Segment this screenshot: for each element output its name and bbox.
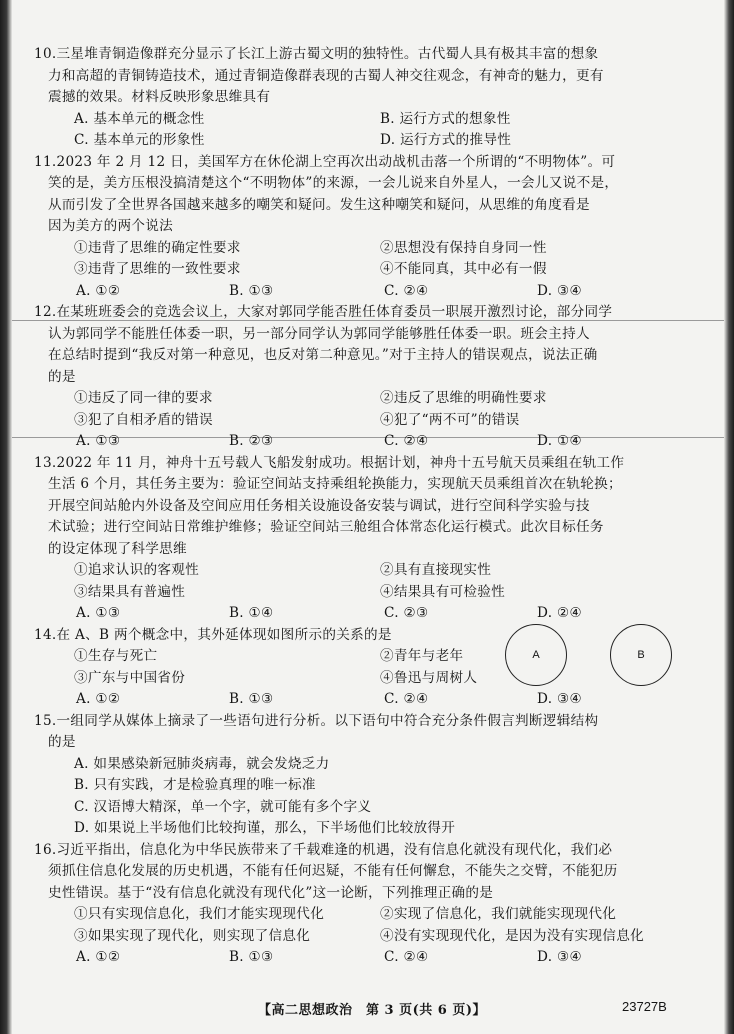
statements-row	[34, 926, 706, 948]
statement-item: ②实现了信息化，我们就能实现现代化	[380, 906, 617, 922]
question-stem-line: 的是	[48, 368, 76, 385]
statement-item: ①追求认识的客观性	[74, 562, 200, 578]
question-stem-line: 认为郭同学不能胜任体委一职，另一部分同学认为郭同学能够胜任体委一职。班会主持人	[48, 325, 590, 342]
circle-b-label: B	[637, 649, 645, 661]
answer-option[interactable]: D. ①④	[537, 433, 582, 449]
answer-option[interactable]: B. ②③	[229, 433, 274, 449]
answer-option[interactable]: B. ①③	[229, 282, 274, 299]
statements-row	[34, 388, 706, 410]
answers-row	[34, 947, 706, 969]
statement-item: ③犯了自相矛盾的错误	[74, 411, 213, 428]
question-11	[34, 152, 706, 303]
statement-item: ①只有实现信息化，我们才能实现现代化	[74, 906, 325, 922]
statements-row	[34, 410, 706, 432]
statements-row	[34, 238, 706, 260]
answer-option[interactable]: A. 基本单元的概念性	[74, 110, 205, 127]
answer-option[interactable]: C. ②③	[384, 605, 429, 621]
venn-diagram	[505, 624, 695, 694]
question-10	[34, 44, 706, 152]
statements-row	[34, 582, 706, 604]
statement-item: ③结果具有普遍性	[74, 583, 186, 600]
statement-item: ④没有实现现代化，是因为没有实现信息化	[380, 927, 644, 944]
answer-option[interactable]: B. 运行方式的想象性	[380, 110, 511, 127]
answer-option[interactable]: A. ①②	[76, 282, 121, 299]
question-stem-line: 15.一组同学从媒体上摘录了一些语句进行分析。以下语句中符合充分条件假言判断逻辑结构	[34, 712, 599, 729]
options-row	[34, 109, 706, 131]
question-stem-line: 须抓住信息化发展的历史机遇，不能有任何迟疑，不能有任何懈怠，不能失之交臂，不能犯历	[48, 863, 618, 879]
answer-option[interactable]: A. ①②	[76, 949, 121, 965]
statement-item: ②违反了思维的明确性要求	[380, 390, 547, 406]
question-stem-line: 因为美方的两个说法	[48, 218, 174, 234]
footer-page-info: 【高二思想政治 第 3 页(共 6 页)】	[258, 1003, 486, 1018]
scan-edge-right	[724, 0, 734, 1034]
scan-edge-left	[0, 0, 12, 1034]
answers-row	[34, 281, 706, 303]
statement-item: ④鲁迅与周树人	[380, 669, 478, 686]
question-stem-line: 的是	[48, 734, 76, 750]
question-stem-line: 术试验；进行空间站日常维护维修；验证空间站三舱组合体常态化运行模式。此次目标任务	[48, 519, 604, 535]
answer-option[interactable]: D. ③④	[537, 949, 582, 965]
question-stem-line: 从而引发了全世界各国越来越多的嘲笑和疑问。发生这种嘲笑和疑问，从思维的角度看是	[48, 196, 590, 213]
answer-option[interactable]: C. 汉语博大精深，单一个字，就可能有多个字义	[74, 798, 372, 815]
answers-row	[34, 431, 706, 453]
question-stem-line: 12.在某班班委会的竞选会议上，大家对郭同学能否胜任体育委员一职展开激烈讨论，部分同学	[34, 304, 613, 320]
question-stem-line: 14.在 A、B 两个概念中，其外延体现如图所示的关系的是	[34, 626, 392, 643]
statement-item: ③广东与中国省份	[74, 669, 186, 686]
answer-option[interactable]: C. ②④	[384, 691, 429, 707]
answer-option[interactable]: C. ②④	[384, 433, 429, 449]
answer-option[interactable]: A. ①③	[76, 433, 121, 449]
question-content	[34, 44, 706, 969]
question-stem-line: 史性错误。基于“没有信息化就没有现代化”这一论断，下列推理正确的是	[48, 884, 494, 901]
statement-item: ④犯了“两不可”的错误	[380, 411, 520, 428]
statement-item: ②青年与老年	[380, 648, 464, 664]
question-15	[34, 711, 706, 840]
statements-row	[34, 560, 706, 582]
answer-option[interactable]: B. 只有实践，才是检验真理的唯一标准	[74, 777, 316, 793]
answer-option[interactable]: D. ③④	[537, 282, 582, 299]
question-13	[34, 453, 706, 625]
statement-item: ①生存与死亡	[74, 648, 158, 664]
question-12	[34, 302, 706, 453]
answer-option[interactable]: D. ②④	[537, 605, 582, 621]
circle-b	[610, 624, 672, 686]
answer-option[interactable]: A. 如果感染新冠肺炎病毒，就会发烧乏力	[74, 755, 330, 772]
statement-item: ④结果具有可检验性	[380, 583, 506, 600]
question-stem-line: 生活 6 个月，其任务主要为：验证空间站支持乘组轮换能力，实现航天员乘组首次在轨轮换；	[48, 476, 622, 492]
question-16	[34, 840, 706, 969]
question-stem-line: 的设定体现了科学思维	[48, 540, 187, 557]
circle-a-label: A	[532, 649, 540, 661]
question-stem-line: 笑的是，美方压根没搞清楚这个“不明物体”的来源，一会儿说来自外星人，一会儿又说不是，	[48, 175, 619, 191]
question-stem-line: 在总结时提到“我反对第一种意见，也反对第二种意见。”对于主持人的错误观点，说法正确	[48, 347, 598, 363]
question-stem-line: 10.三星堆青铜造像群充分显示了长江上游古蜀文明的独特性。古代蜀人具有极其丰富的想象	[34, 46, 599, 62]
statement-item: ③违背了思维的一致性要求	[74, 261, 241, 277]
answer-option[interactable]: C. ②④	[384, 282, 429, 299]
statement-item: ③如果实现了现代化，则实现了信息化	[74, 927, 311, 944]
answer-option[interactable]: D. ③④	[537, 691, 582, 707]
answer-option[interactable]: C. ②④	[384, 949, 429, 965]
answer-option[interactable]: D. 如果说上半场他们比较拘谨，那么，下半场他们比较放得开	[74, 820, 456, 836]
answer-option[interactable]: C. 基本单元的形象性	[74, 132, 205, 148]
answer-option[interactable]: B. ①③	[229, 949, 274, 965]
question-stem-line: 11.2023 年 2 月 12 日，美国军方在休伦湖上空再次出动战机击落一个所谓的“不明物体”。可	[34, 153, 616, 170]
statement-item: ①违反了同一律的要求	[74, 390, 213, 406]
question-stem-line: 开展空间站舱内外设备及空间应用任务相关设施设备安装与调试，进行空间科学实验与技	[48, 497, 590, 514]
statements-row	[34, 259, 706, 281]
answers-row	[34, 603, 706, 625]
options-row	[34, 130, 706, 152]
statement-item: ④不能同真，其中必有一假	[380, 261, 547, 277]
question-stem-line: 13.2022 年 11 月，神舟十五号载人飞船发射成功。根据计划，神舟十五号航天员乘组在轨工作	[34, 454, 625, 471]
footer-code: 23727B	[622, 999, 667, 1014]
answer-option[interactable]: A. ①③	[76, 605, 121, 621]
question-stem-line: 力和高超的青铜铸造技术，通过青铜造像群表现的古蜀人神交往观念，有神奇的魅力，更有	[48, 67, 604, 84]
page-footer	[0, 999, 734, 1019]
circle-a	[505, 624, 567, 686]
statement-item: ①违背了思维的确定性要求	[74, 239, 241, 256]
statement-item: ②思想没有保持自身同一性	[380, 239, 547, 256]
answer-option[interactable]: A. ①②	[76, 691, 121, 707]
statement-item: ②具有直接现实性	[380, 562, 492, 578]
answer-option[interactable]: B. ①③	[229, 691, 274, 707]
answer-option[interactable]: D. 运行方式的推导性	[380, 132, 512, 148]
question-stem-line: 震撼的效果。材料反映形象思维具有	[48, 89, 271, 105]
answer-option[interactable]: B. ①④	[229, 605, 274, 621]
question-stem-line: 16.习近平指出，信息化为中华民族带来了千载难逢的机遇，没有信息化就没有现代化，我们必	[34, 841, 613, 858]
statements-row	[34, 904, 706, 926]
